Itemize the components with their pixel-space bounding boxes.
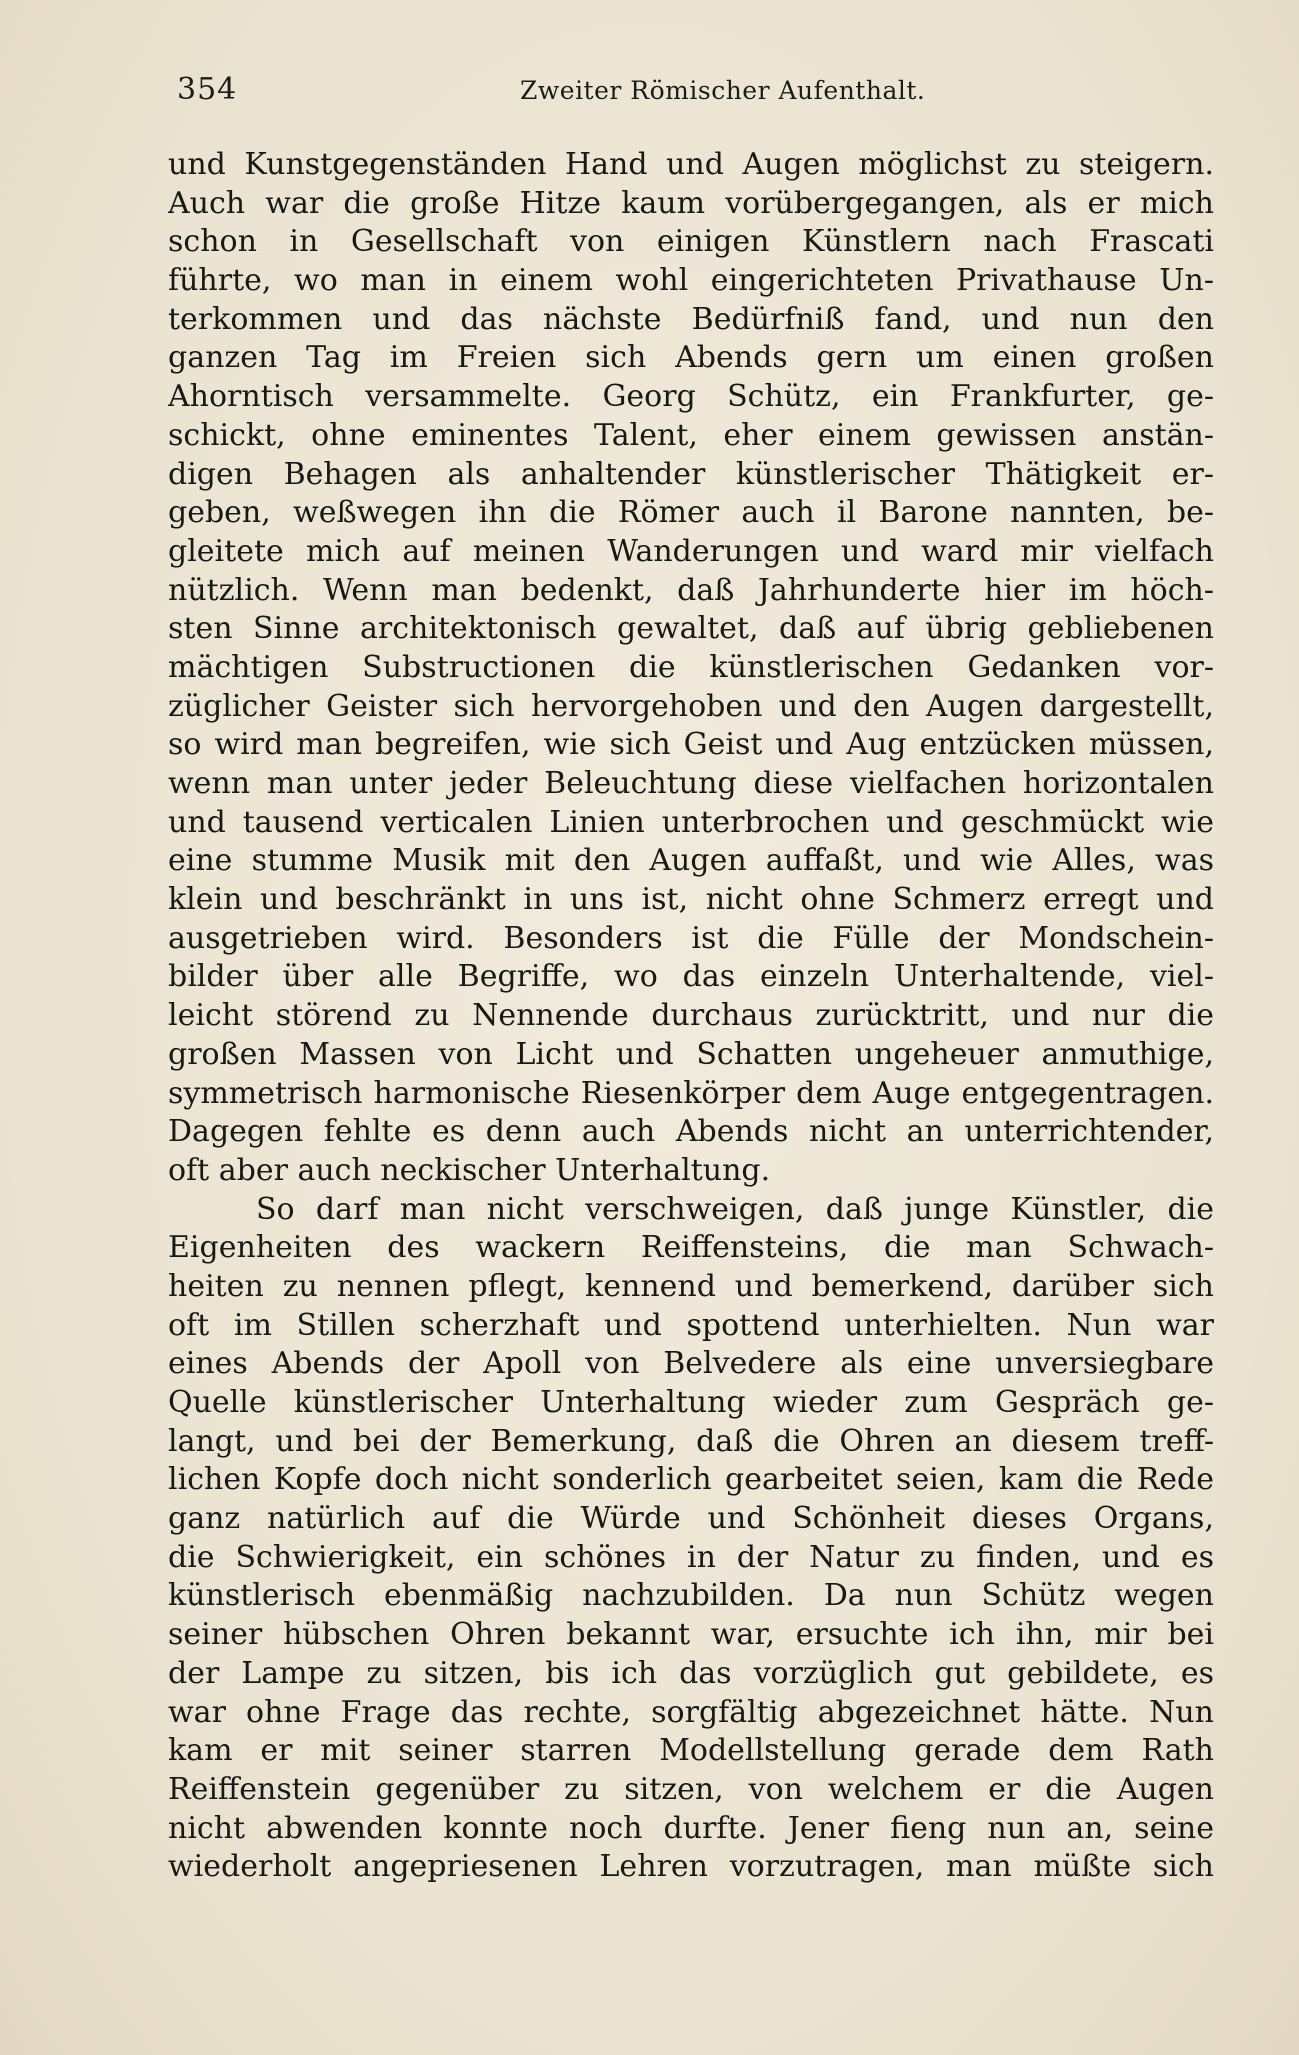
text-line: künstlerisch ebenmäßig nachzubilden. Da nun Schütz wegen <box>168 1578 1214 1614</box>
text-line: der Lampe zu sitzen, bis ich das vorzüglich gut gebildete, es <box>168 1655 1214 1691</box>
text-line: die Schwierigkeit, ein schönes in der Natur zu finden, und es <box>168 1539 1214 1575</box>
text-line: leicht störend zu Nennende durchaus zurücktritt, und nur die <box>168 998 1214 1034</box>
text-line: wiederholt angepriesenen Lehren vorzutragen, man müßte sich <box>168 1849 1214 1885</box>
text-line: kam er mit seiner starren Modellstellung gerade dem Rath <box>168 1733 1214 1769</box>
body-text <box>168 146 1214 1887</box>
text-line: so wird man begreifen, wie sich Geist und Aug entzücken müssen, <box>168 727 1214 763</box>
text-line: Quelle künstlerischer Unterhaltung wieder zum Gespräch ge- <box>168 1385 1214 1420</box>
text-line: sten Sinne architektonisch gewaltet, daß auf übrig gebliebenen <box>168 611 1214 647</box>
text-line: nützlich. Wenn man bedenkt, daß Jahrhunderte hier im höch- <box>168 572 1214 608</box>
text-line: nicht abwenden konnte noch durfte. Jener fieng nun an, seine <box>168 1810 1214 1846</box>
text-line: Eigenheiten des wackern Reiffensteins, die man Schwach- <box>168 1230 1214 1266</box>
text-line: wenn man unter jeder Beleuchtung diese vielfachen horizontalen <box>168 766 1214 801</box>
running-head: Zweiter Römischer Aufenthalt. <box>520 76 926 105</box>
text-line: bilder über alle Begriffe, wo das einzeln Unterhaltende, viel- <box>168 959 1214 995</box>
text-line: ausgetrieben wird. Besonders ist die Fülle der Mondschein- <box>168 920 1214 956</box>
text-line: klein und beschränkt in uns ist, nicht ohne Schmerz erregt und <box>168 882 1214 918</box>
text-line: eine stumme Musik mit den Augen auffaßt, und wie Alles, was <box>168 843 1214 879</box>
text-line: schickt, ohne eminentes Talent, eher einem gewissen anstän- <box>168 417 1214 453</box>
text-line: digen Behagen als anhaltender künstlerischer Thätigkeit er- <box>168 456 1214 492</box>
text-line: großen Massen von Licht und Schatten ungeheuer anmuthige, <box>168 1036 1214 1072</box>
text-line: züglicher Geister sich hervorgehoben und den Augen dargestellt, <box>168 688 1214 724</box>
text-line: führte, wo man in einem wohl eingerichteten Privathause Un- <box>168 263 1214 299</box>
text-line: und Kunstgegenständen Hand und Augen möglichst zu steigern. <box>168 147 1214 182</box>
paragraph-start-line: So darf man nicht verschweigen, daß junge Künstler, die <box>256 1191 1214 1227</box>
text-line: Auch war die große Hitze kaum vorübergegangen, als er mich <box>168 185 1214 221</box>
text-line: terkommen und das nächste Bedürfniß fand, und nun den <box>168 301 1214 337</box>
text-line: ganzen Tag im Freien sich Abends gern um einen großen <box>168 340 1214 376</box>
text-line: seiner hübschen Ohren bekannt war, ersuchte ich ihn, mir bei <box>168 1617 1214 1653</box>
text-line: mächtigen Substructionen die künstlerischen Gedanken vor- <box>168 649 1214 685</box>
text-line: eines Abends der Apoll von Belvedere als eine unversiegbare <box>168 1346 1214 1382</box>
text-line: symmetrisch harmonische Riesenkörper dem Auge entgegentragen. <box>168 1075 1214 1111</box>
text-line: heiten zu nennen pflegt, kennend und bemerkend, darüber sich <box>168 1268 1214 1304</box>
text-line: gleitete mich auf meinen Wanderungen und ward mir vielfach <box>168 533 1214 569</box>
text-line: geben, weßwegen ihn die Römer auch il Barone nannten, be- <box>168 495 1214 531</box>
text-line: schon in Gesellschaft von einigen Künstlern nach Frascati <box>168 224 1214 260</box>
text-line: oft im Stillen scherzhaft und spottend unterhielten. Nun war <box>168 1307 1214 1343</box>
paragraph-end-line: oft aber auch neckischer Unterhaltung. <box>168 1152 771 1188</box>
text-line: Ahorntisch versammelte. Georg Schütz, ein Frankfurter, ge- <box>168 379 1214 415</box>
page-number: 354 <box>177 72 238 107</box>
text-line: Reiffenstein gegenüber zu sitzen, von welchem er die Augen <box>168 1771 1214 1807</box>
text-line: langt, und bei der Bemerkung, daß die Ohren an diesem treff- <box>168 1423 1214 1459</box>
text-line: und tausend verticalen Linien unterbrochen und geschmückt wie <box>168 804 1214 840</box>
text-line: lichen Kopfe doch nicht sonderlich gearbeitet seien, kam die Rede <box>168 1462 1214 1498</box>
text-line: war ohne Frage das rechte, sorgfältig abgezeichnet hätte. Nun <box>168 1694 1214 1730</box>
text-line: Dagegen fehlte es denn auch Abends nicht an unterrichtender, <box>168 1114 1214 1150</box>
text-line: ganz natürlich auf die Würde und Schönheit dieses Organs, <box>168 1501 1214 1537</box>
